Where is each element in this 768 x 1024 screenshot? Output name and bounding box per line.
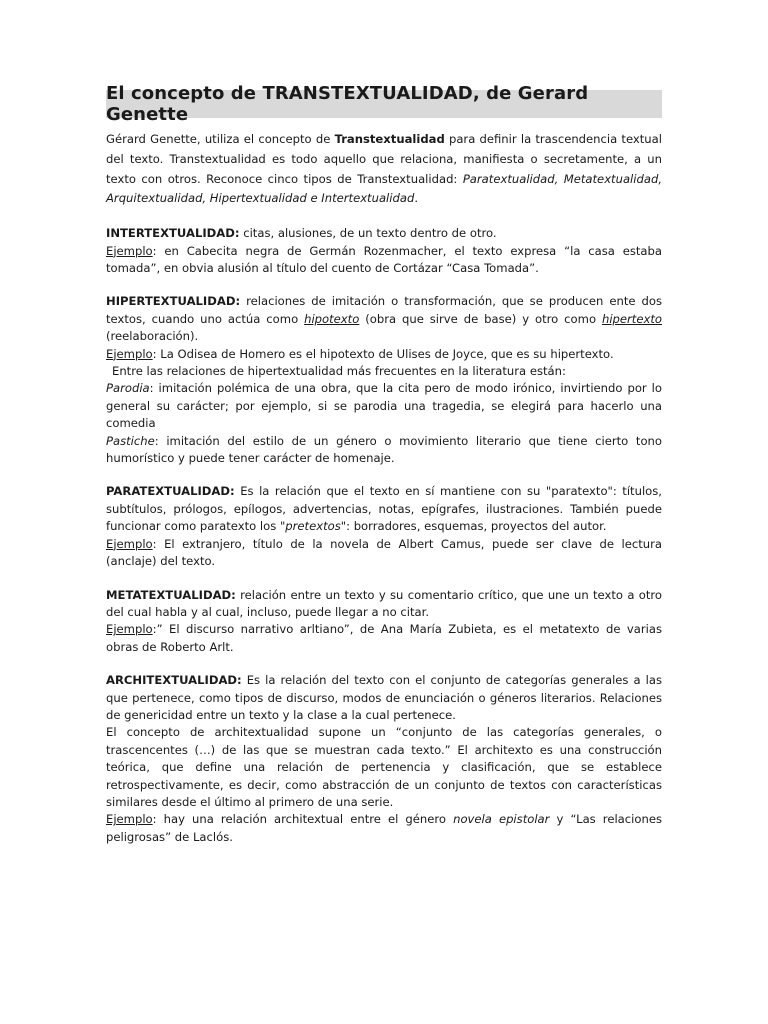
hipertext-heading: HIPERTEXTUALIDAD: [106,294,241,309]
document-page [106,83,662,846]
architext-example-colon: : [152,812,157,827]
architext-example-text-1: hay una relación architextual entre el género [156,812,454,827]
architext-example [106,811,662,846]
hipertext-def-2: (obra que sirve de base) y otro como [359,311,602,326]
section-architextualidad [106,672,662,846]
intro-paragraph [106,130,662,209]
architext-concept: El concepto de architextualidad supone un “conjunto de las categorías generales, o trascencentes (…) de las que se muestran cada texto.” El architexto es una construcción teórica, que define una relación de pertenencia y clasificación, que se establece retrospectivamente, es decir, como abstracción de un conjunto de textos con características similares desde el último al primero de una serie. [106,725,662,809]
intertext-example [106,243,662,278]
hipertext-definition [106,293,662,345]
hipertext-example [106,346,662,363]
architext-example-text-2: y “Las relaciones peligrosas” de Laclós. [106,812,662,844]
hipertext-def-3: (reelaboración). [106,329,199,344]
hipertext-def-1: relaciones de imitación o transformación, que se producen ente dos textos, cuando uno actúa como [106,294,662,326]
hipertext-example-text: La Odisea de Homero es el hipotexto de Ulises de Joyce, que es su hipertexto. [156,346,614,361]
hipertexto-term: hipertexto [601,311,662,326]
paratext-def-2: ": borradores, esquemas, proyectos del autor. [340,519,607,534]
architext-def: Es la relación del texto con el conjunto de categorías generales a las que pertenece, como tipos de discurso, modos de enunciación o géneros literarios. Relaciones de genericidad entre un texto y la clase a la cual pertenece. [106,673,662,722]
section-metatextualidad [106,587,662,657]
intertext-definition [106,225,662,242]
intertext-example-colon: : [152,243,157,258]
parodia-text: imitación polémica de una obra, que la cita pero de modo irónico, invirtiendo por lo general su carácter; por ejemplo, si se parodia una tragedia, se elegirá para hacerlo una comedia [106,381,662,431]
metatext-def: relación entre un texto y su comentario crítico, que une un texto a otro del cual habla y al cual, incluso, puede llegar a no citar. [106,587,662,619]
intertext-def: citas, alusiones, de un texto dentro de otro. [239,226,497,241]
paratext-example-label: Ejemplo [106,536,153,551]
pretextos-term: pretextos [285,519,341,534]
intro-text-1: Gérard Genette, utiliza el concepto de [106,132,335,146]
architext-heading: ARCHITEXTUALIDAD: [106,673,242,688]
paratext-example [106,536,662,571]
paratext-example-text: El extranjero, título de la novela de Albert Camus, puede ser clave de lectura (anclaje) del texto. [106,536,662,569]
intertext-example-text: en Cabecita negra de Germán Rozenmacher, el texto expresa “la casa estaba tomada”, en obvia alusión al título del cuento de Cortázar “Casa Tomada”. [106,243,662,275]
metatext-example [106,621,662,656]
novela-epistolar-term: novela epistolar [453,812,550,827]
parodia-colon: : [149,381,154,396]
metatext-definition [106,587,662,622]
pastiche-label: Pastiche [106,433,155,448]
parodia-paragraph [106,380,662,432]
paratext-example-colon: : [152,536,157,551]
hipotexto-term: hipotexto [304,311,360,326]
hipertext-relations: Entre las relaciones de hipertextualidad más frecuentes en la literatura están: [112,364,566,379]
metatext-heading: METATEXTUALIDAD: [106,587,236,602]
section-hipertextualidad [106,293,662,467]
paratext-heading: PARATEXTUALIDAD: [106,484,235,499]
intro-types: Paratextualidad, Metatextualidad, Arquitextualidad, Hipertextualidad e Intertextualidad [106,171,662,206]
pastiche-colon: : [154,433,159,448]
pastiche-text: imitación del estilo de un género o movimiento literario que tiene cierto tono humorístico y puede tener carácter de homenaje. [106,433,662,466]
title-banner [106,83,662,125]
hipertext-example-label: Ejemplo [106,346,153,361]
architext-definition [106,672,662,724]
intro-term: Transtextualidad [334,132,445,146]
metatext-example-label: Ejemplo [106,622,153,637]
metatext-example-colon: : [152,622,157,637]
intertext-heading: INTERTEXTUALIDAD: [106,226,240,241]
section-paratextualidad [106,483,662,570]
intro-text-2: para definir la trascendencia textual del texto. Transtextualidad es todo aquello que relaciona, manifiesta o secretamente, a un texto con otros. Reconoce cinco tipos de Transtextualidad: [106,132,662,186]
page-title: El concepto de TRANSTEXTUALIDAD, de Gerard Genette [106,83,589,125]
intro-end: . [414,191,419,206]
hipertext-example-colon: : [152,346,157,361]
section-intertextualidad [106,225,662,277]
parodia-label: Parodia [106,381,150,396]
paratext-def-1: Es la relación que el texto en sí mantiene con su "paratexto": títulos, subtítulos, prólogos, epílogos, advertencias, notas, epígrafes, ilustraciones. También puede funcionar como paratexto los " [106,484,662,534]
architext-example-label: Ejemplo [106,812,153,827]
paratext-definition [106,483,662,535]
pastiche-paragraph [106,433,662,468]
metatext-example-text: ” El discurso narrativo arltiano”, de Ana María Zubieta, es el metatexto de varias obras de Roberto Arlt. [106,622,662,654]
intertext-example-label: Ejemplo [106,243,153,258]
